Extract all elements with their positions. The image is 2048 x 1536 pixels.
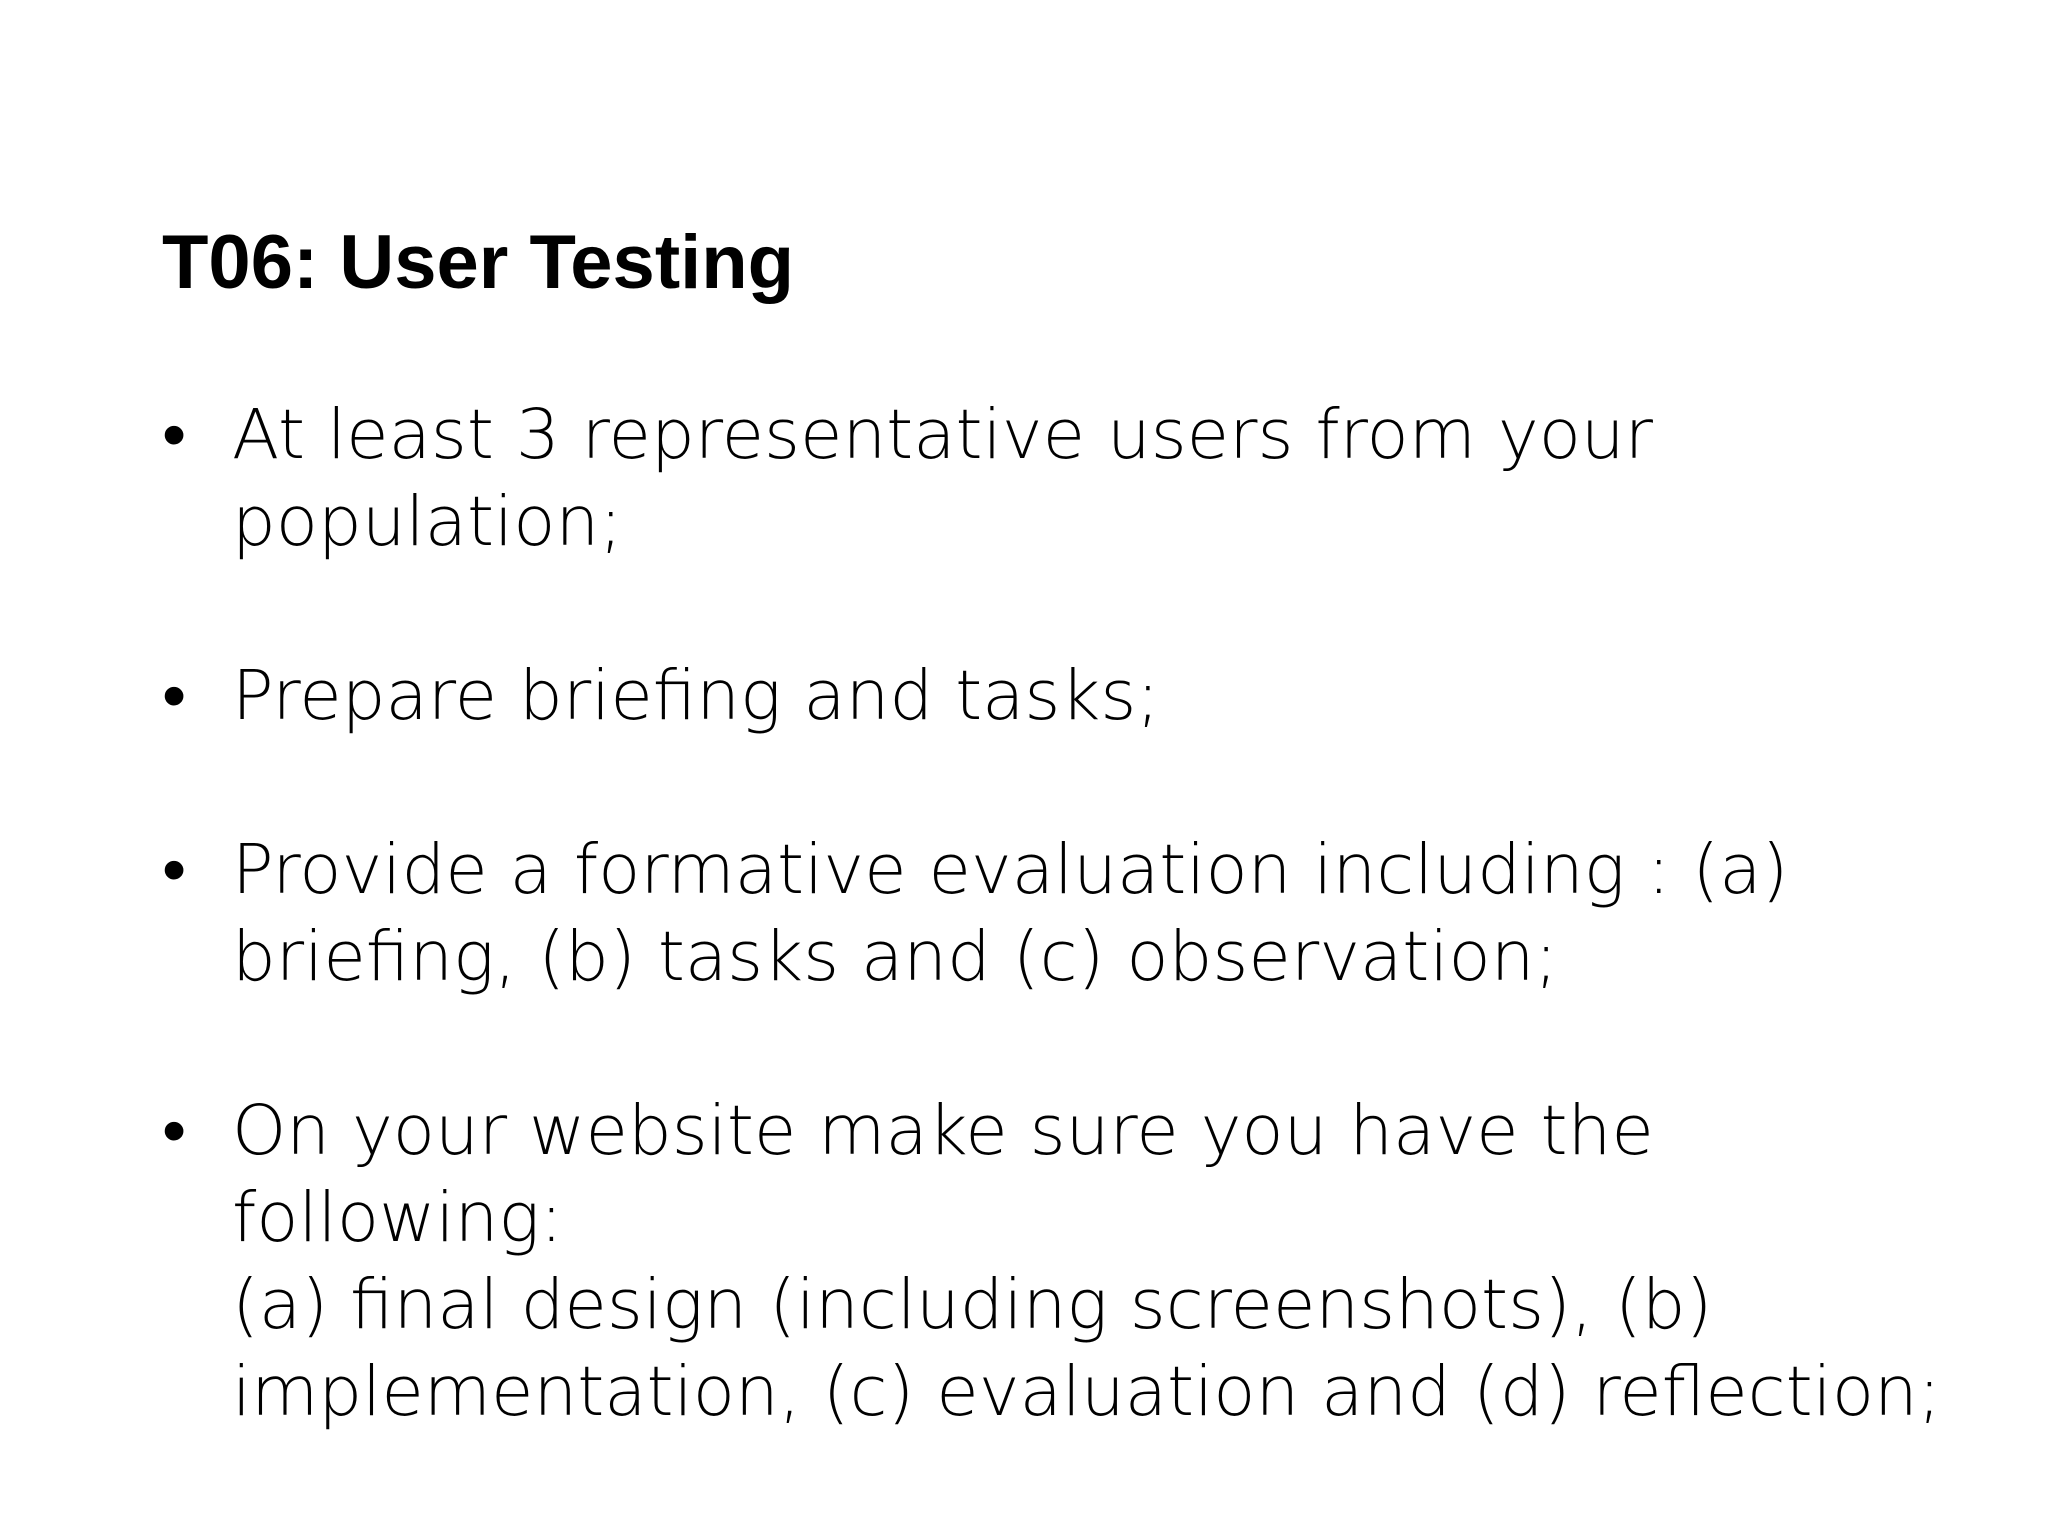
bullet-dot-icon: • [162,656,187,736]
bullet-item-briefing [162,653,1962,740]
bullet-list [162,392,1962,1436]
bullet-text: At least 3 representative users from your population; [232,395,1654,562]
bullet-text: Provide a formative evaluation including : (a) briefing, (b) tasks and (c) observation; [232,830,1789,997]
bullet-item-website [162,1088,1962,1436]
bullet-text: On your website make sure you have the following: (a) final design (including screenshots), (b) implementation, (c) evaluation and (d) reflection; [232,1091,1942,1432]
bullet-item-users [162,392,1962,566]
bullet-dot-icon: • [162,1091,187,1171]
slide-title: T06: User Testing [162,220,795,305]
bullet-dot-icon: • [162,830,187,910]
bullet-text: Prepare briefing and tasks; [232,656,1160,736]
bullet-dot-icon: • [162,395,187,475]
bullet-item-evaluation [162,827,1962,1001]
